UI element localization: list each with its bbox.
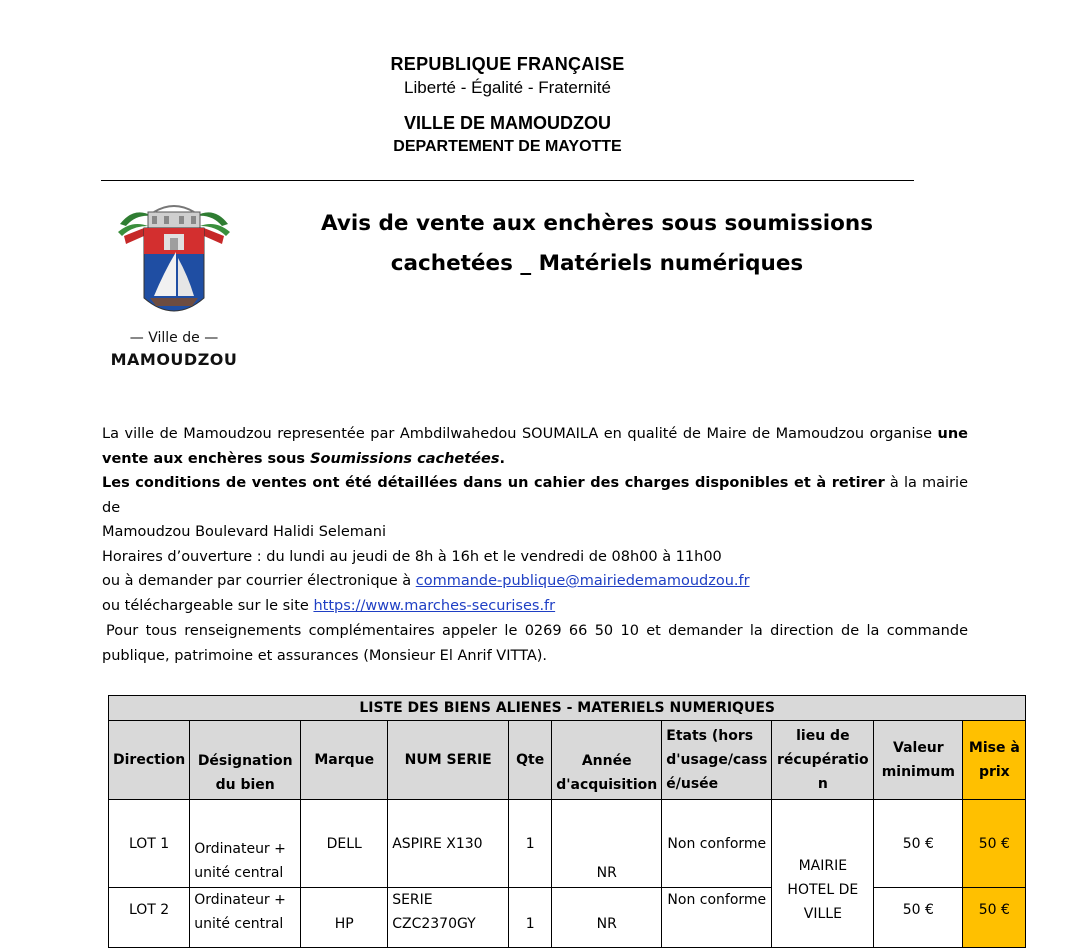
ville-heading: VILLE DE MAMOUDZOU	[404, 113, 611, 133]
contact-line-2: publique, patrimoine et assurances (Monsieur El Anrif VITTA).	[102, 647, 548, 664]
lot-direction: LOT 1	[109, 800, 190, 888]
intro-line-1	[102, 422, 968, 447]
departement-heading: DEPARTEMENT DE MAYOTTE	[393, 138, 622, 155]
opening-hours: Horaires d’ouverture : du lundi au jeudi de 8h à 16h et le vendredi de 08h00 à 11h00	[102, 548, 722, 565]
conditions-bold: Les conditions de ventes ont été détaillées dans un cahier des charges disponibles et à retirer	[102, 475, 885, 491]
logo-ville-de-text: — Ville de —	[129, 330, 219, 346]
table-title: LISTE DES BIENS ALIENES - MATERIELS NUMERIQUES	[109, 696, 1026, 721]
lot-qte: 1	[509, 800, 552, 888]
intro-bolditalic: Soumissions cachetées	[310, 450, 500, 467]
lot-qte: 1	[509, 888, 552, 948]
lot-designation: Ordinateur + unité central	[190, 800, 301, 888]
col-designation: Désignation du bien	[190, 721, 301, 800]
col-marque: Marque	[301, 721, 388, 800]
coat-of-arms-icon	[114, 202, 234, 326]
lot-annee: NR	[552, 800, 662, 888]
conditions-text: à la mairie de	[102, 475, 968, 516]
intro-bold-2: vente aux enchères sous	[102, 450, 311, 467]
notice-title	[300, 204, 894, 284]
lieu-recuperation: MAIRIE HOTEL DE VILLE	[772, 800, 874, 948]
site-line	[102, 594, 968, 619]
logo-city-name: MAMOUDZOU	[110, 350, 238, 369]
lot-marque: DELL	[301, 800, 388, 888]
lot-annee: NR	[552, 888, 662, 948]
lot-designation: Ordinateur + unité central	[190, 888, 301, 948]
intro-bold-1: une	[937, 426, 968, 442]
email-link[interactable]: commande-publique@mairiedemamoudzou.fr	[415, 573, 750, 589]
table-row	[109, 800, 1026, 888]
contact-line-1: Pour tous renseignements complémentaires appeler le 0269 66 50 10 et demander la direction de la commande	[106, 623, 968, 639]
header-divider	[101, 180, 914, 181]
table-header-row	[109, 721, 1026, 800]
col-mise-a-prix: Mise à prix	[963, 721, 1026, 800]
contact-paragraph	[102, 619, 968, 668]
lot-num-serie: ASPIRE X130	[388, 800, 509, 888]
title-line-2: cachetées _ Matériels numériques	[390, 251, 804, 276]
lot-etat: Non conforme	[662, 888, 772, 948]
table-row	[109, 888, 1026, 948]
email-line	[102, 569, 968, 594]
intro-paragraph	[102, 422, 968, 618]
intro-line-3	[102, 471, 968, 520]
lot-valeur: 50 €	[874, 888, 963, 948]
lot-etat: Non conforme	[662, 800, 772, 888]
lot-direction: LOT 2	[109, 888, 190, 948]
devise: Liberté - Égalité - Fraternité	[404, 78, 611, 97]
col-lieu: lieu de récupératio n	[772, 721, 874, 800]
email-prefix: ou à demander par courrier électronique à	[102, 573, 416, 589]
intro-line-2	[102, 447, 968, 472]
col-num-serie: NUM SERIE	[388, 721, 509, 800]
goods-table	[108, 695, 1026, 948]
title-line-1: Avis de vente aux enchères sous soumissions	[320, 211, 874, 236]
republique-heading: REPUBLIQUE FRANÇAISE	[390, 54, 625, 74]
col-valeur: Valeur minimum	[874, 721, 963, 800]
lot-num-serie: SERIE CZC2370GY	[388, 888, 509, 948]
lot-mise-a-prix: 50 €	[963, 888, 1026, 948]
intro-line-4: Mamoudzou Boulevard Halidi Selemani	[102, 524, 387, 540]
lot-valeur: 50 €	[874, 800, 963, 888]
intro-text-1: La ville de Mamoudzou representée par Ambdilwahedou SOUMAILA en qualité de Maire de Mamoudzou organise	[102, 426, 938, 442]
intro-bold-end: .	[499, 450, 505, 467]
lot-marque: HP	[301, 888, 388, 948]
site-prefix: ou téléchargeable sur le site	[102, 597, 314, 614]
website-link[interactable]: https://www.marches-securises.fr	[313, 597, 556, 614]
lot-mise-a-prix: 50 €	[963, 800, 1026, 888]
col-annee: Année d'acquisition	[552, 721, 662, 800]
col-direction: Direction	[109, 721, 190, 800]
col-qte: Qte	[509, 721, 552, 800]
city-logo	[106, 202, 242, 372]
col-etats: Etats (hors d'usage/cass é/usée	[662, 721, 772, 800]
